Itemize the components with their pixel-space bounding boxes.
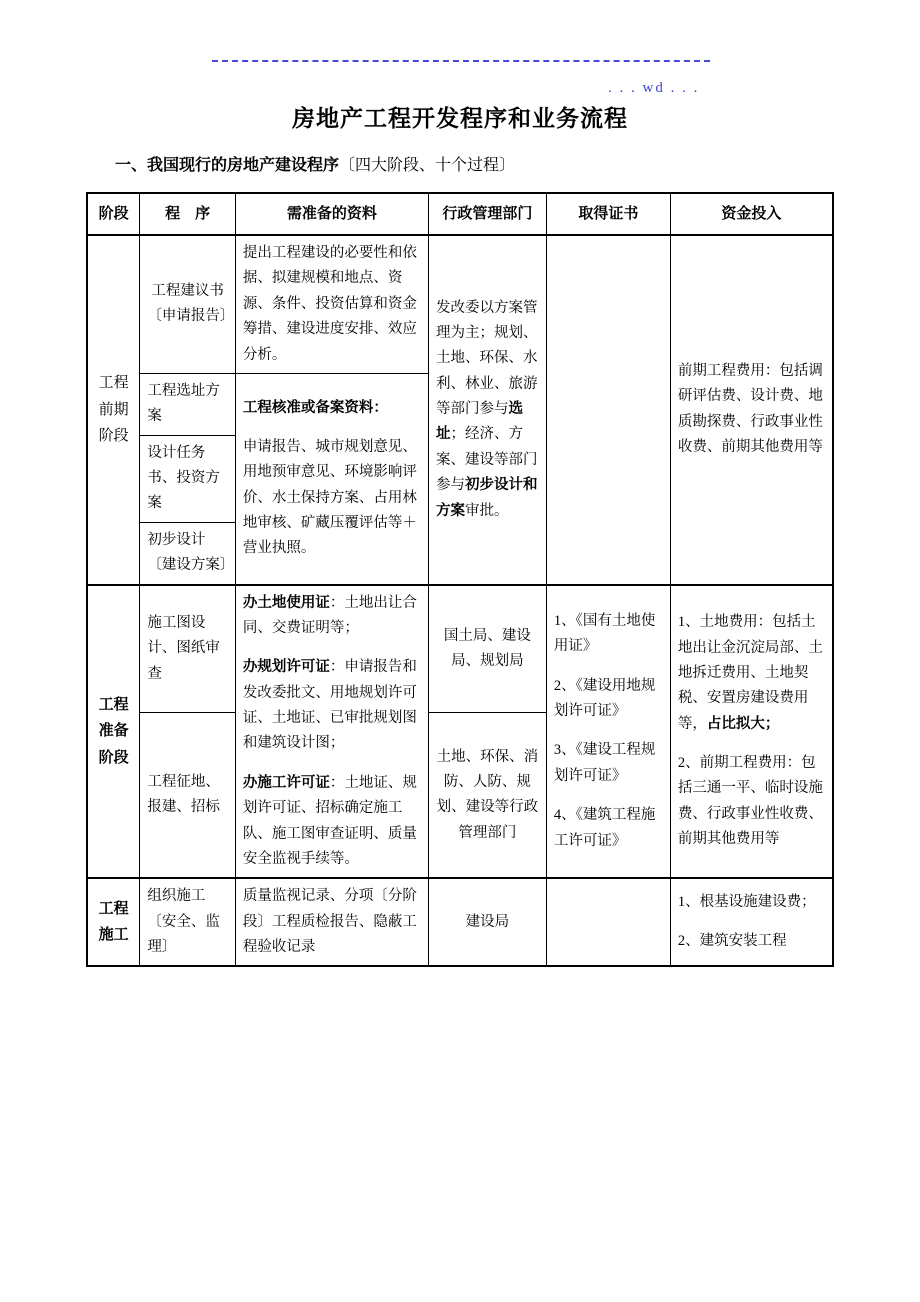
- funding-text-1: 土地费用：包括土地出让金沉淀局部、土地拆迁费用、土地契税、安置房建设费用等，: [677, 614, 823, 732]
- construction-procedure-table: [86, 192, 834, 967]
- documents-text-land-cert: ：土地出让合同、交费证明等；: [242, 594, 417, 636]
- cell-funding-2: [670, 585, 833, 879]
- funding-item: [678, 929, 825, 954]
- certificate-item: [554, 738, 663, 789]
- table-header-row: [87, 193, 833, 235]
- cell-administration-2-bottom: 土地、环保、消防、人防、规划、建设等行政管理部门: [428, 713, 546, 878]
- funding-num-3-1: 1、: [677, 893, 700, 910]
- col-header-funding: 资金投入: [670, 193, 833, 235]
- certificate-item: [554, 803, 663, 854]
- cell-documents-1-a: [235, 235, 428, 373]
- certificate-text-4: 《建筑工程施工许可证》: [553, 807, 656, 849]
- page-header-band: [0, 42, 920, 96]
- certificate-text-2: 《建设用地规划许可证》: [553, 677, 656, 719]
- cell-funding-1: 前期工程费用：包括调研评估费、设计费、地质勘探费、行政事业性收费、前期其他费用等: [670, 235, 833, 585]
- cell-documents-2: [235, 585, 428, 879]
- col-header-procedure: 程 序: [140, 193, 236, 235]
- funding-item: [678, 890, 825, 915]
- section-heading-suffix: 〔四大阶段、十个过程〕: [339, 157, 516, 174]
- cell-documents-3: 质量监视记录、分项〔分阶段〕工程质检报告、隐蔽工程验收记录: [235, 878, 428, 966]
- section-heading: [115, 152, 515, 175]
- cell-procedure-1-3: 设计任务书、投资方案: [140, 435, 236, 522]
- admin-seg-2-bold: 选址: [435, 401, 523, 443]
- cell-procedure-2-2: 工程征地、报建、招标: [140, 713, 236, 878]
- certificate-num-2: 2、: [553, 677, 576, 694]
- certificate-num-3: 3、: [553, 742, 576, 759]
- certificate-item: [554, 609, 663, 660]
- funding-num-2: 2、: [677, 755, 700, 772]
- documents-label-land-cert: 办土地使用证: [242, 594, 330, 611]
- cell-certificates-2: [546, 585, 670, 879]
- table-row: [87, 878, 833, 966]
- funding-num-1: 1、: [677, 614, 700, 631]
- documents-line-2: [243, 655, 421, 757]
- cell-administration-3: 建设局: [428, 878, 546, 966]
- col-header-administration: 行政管理部门: [428, 193, 546, 235]
- documents-line-3: [243, 771, 421, 873]
- cell-procedure-1-2: 工程选址方案: [140, 373, 236, 435]
- documents-label-plan-permit: 办规划许可证: [242, 659, 330, 676]
- header-dashed-rule: [212, 60, 710, 62]
- cell-certificates-3: [546, 878, 670, 966]
- cell-administration-2-top: 国土局、建设局、规划局: [428, 585, 546, 713]
- documents-para-3: 申请报告、城市规划意见、用地预审意见、环境影响评价、水土保持方案、占用林地审核、矿藏压覆评估等＋营业执照。: [242, 438, 417, 557]
- documents-label-build-permit: 办施工许可证: [242, 774, 330, 791]
- certificate-text-3: 《建设工程规划许可证》: [553, 742, 656, 784]
- cell-stage-2: 工程准备阶段: [87, 585, 140, 879]
- cell-funding-3: [670, 878, 833, 966]
- documents-para-1: 提出工程建设的必要性和依据、拟建规模和地点、资源、条件、投资估算和资金筹措、建设进度安排、效应分析。: [242, 245, 417, 363]
- page-title: 房地产工程开发程序和业务流程: [292, 105, 628, 131]
- cell-certificates-1: [546, 235, 670, 585]
- admin-seg-5: 审批。: [464, 502, 509, 519]
- certificate-text-1: 《国有土地使用证》: [553, 612, 656, 655]
- certificate-item: [554, 674, 663, 725]
- col-header-documents: 需准备的资料: [235, 193, 428, 235]
- documents-para-2: 工程核准或备案资料：: [242, 399, 388, 416]
- certificate-num-4: 4、: [553, 807, 576, 824]
- funding-text-3-1: 根基设施建设费；: [699, 893, 816, 910]
- col-header-certificates: 取得证书: [546, 193, 670, 235]
- col-header-stage: 阶段: [87, 193, 140, 235]
- cell-stage-1: 工程前期阶段: [87, 235, 140, 585]
- documents-text-build-permit: ：土地证、规划许可证、招标确定施工队、施工图审查证明、质量安全监视手续等。: [242, 774, 417, 867]
- cell-stage-3: 工程施工: [87, 878, 140, 966]
- admin-seg-4-bold: 初步设计和方案: [435, 477, 538, 519]
- cell-procedure-1-4: 初步设计〔建设方案〕: [140, 522, 236, 584]
- cell-procedure-3-1: 组织施工〔安全、监理〕: [140, 878, 236, 966]
- section-heading-text: 我国现行的房地产建设程序: [147, 157, 340, 174]
- cell-procedure-1-1: 工程建议书〔申请报告〕: [140, 235, 236, 373]
- cell-administration-1: [428, 235, 546, 585]
- funding-item: [678, 610, 825, 737]
- funding-item: [678, 751, 825, 853]
- cell-procedure-2-1: 施工图设计、图纸审查: [140, 585, 236, 713]
- admin-seg-1: 发改委以方案管理为主；规划、土地、环保、水利、林业、旅游等部门参与: [435, 299, 538, 418]
- admin-seg-3: ；经济、方案、建设等部门参与: [435, 426, 538, 494]
- table-row: [87, 585, 833, 713]
- certificate-num-1: 1、: [553, 612, 576, 629]
- documents-line-1: [243, 591, 421, 642]
- table-row: [87, 235, 833, 373]
- funding-text-2: 前期工程费用：包括三通一平、临时设施费、行政事业性收费、前期其他费用等: [677, 755, 823, 848]
- funding-emphasis-1: 占比拟大；: [706, 715, 780, 732]
- header-watermark-text: . . . wd . . .: [608, 80, 700, 96]
- cell-documents-1-b: [235, 373, 428, 584]
- documents-text-plan-permit: ：申请报告和发改委批文、用地规划许可证、土地证、已审批规划图和建筑设计图；: [242, 659, 417, 752]
- section-number: 一、: [115, 157, 148, 174]
- funding-num-3-2: 2、: [677, 933, 700, 950]
- funding-text-3-2: 建筑安装工程: [699, 933, 787, 950]
